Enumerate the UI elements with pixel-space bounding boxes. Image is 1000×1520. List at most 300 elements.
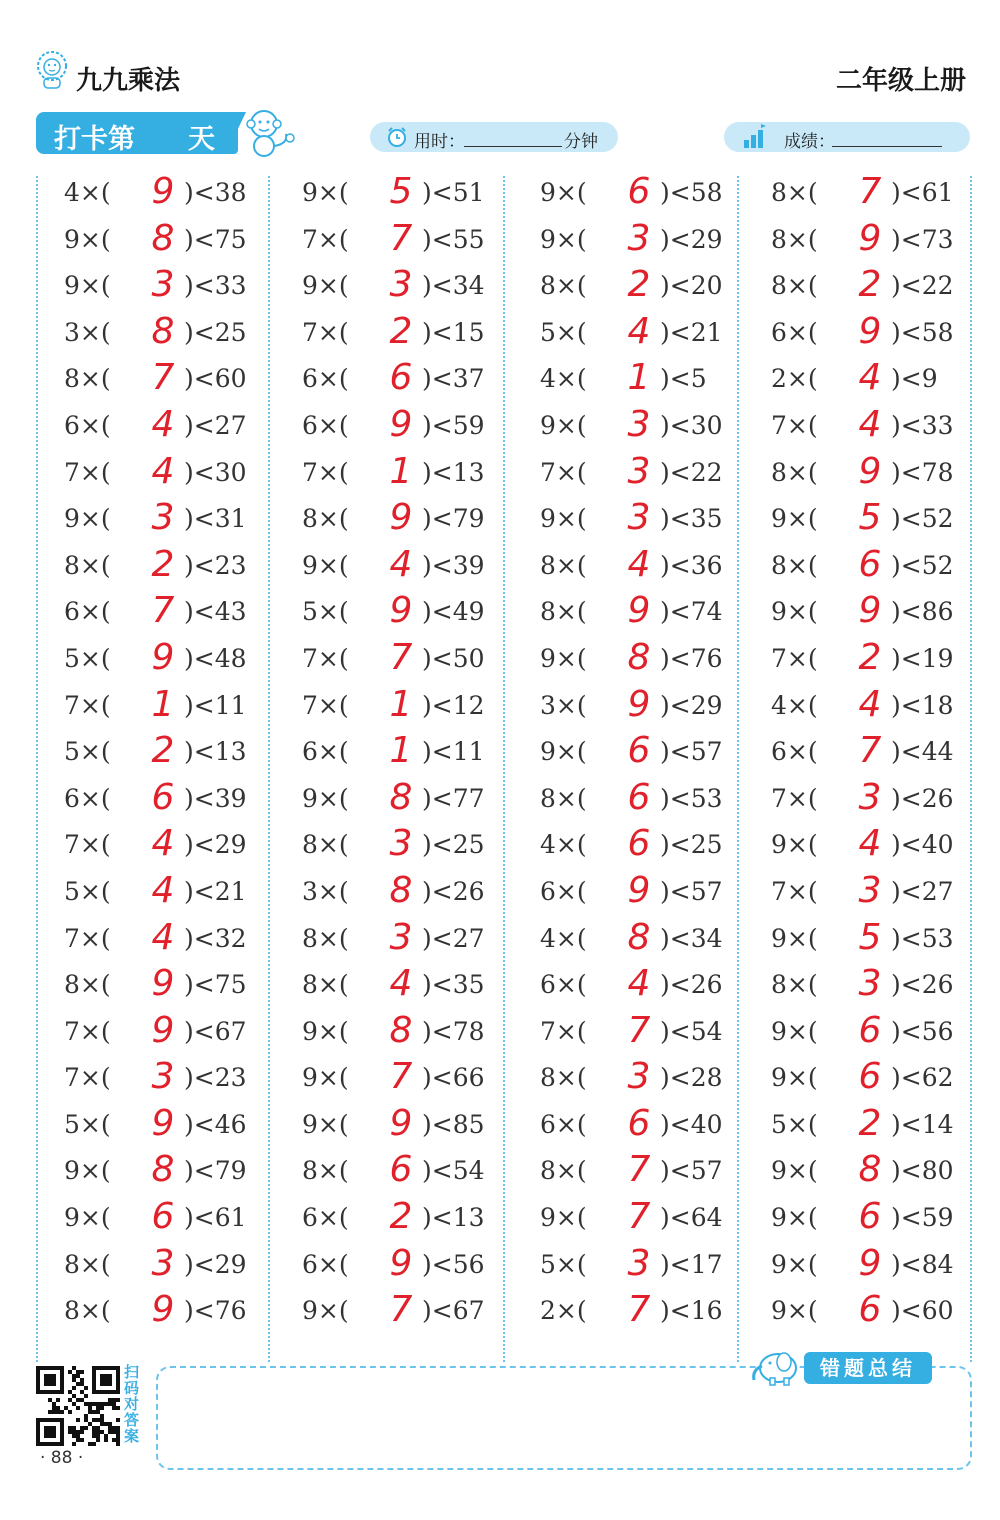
problem-multiplier: 9×( xyxy=(771,597,818,627)
handwritten-answer[interactable]: 7 xyxy=(858,171,882,212)
problem-row xyxy=(540,683,770,730)
problem-limit: )<79 xyxy=(184,1156,247,1186)
problem-limit: )<54 xyxy=(660,1016,723,1046)
time-field xyxy=(370,122,618,152)
problem-row xyxy=(302,916,532,963)
problem-multiplier: 5×( xyxy=(302,597,349,627)
problem-multiplier: 9×( xyxy=(771,504,818,534)
problem-limit: )<27 xyxy=(184,410,247,440)
problem-limit: )<40 xyxy=(660,1109,723,1139)
handwritten-answer[interactable]: 1 xyxy=(389,730,413,772)
book-title: 九九乘法 xyxy=(76,66,181,96)
problem-multiplier: 7×( xyxy=(771,643,818,673)
handwritten-answer[interactable]: 4 xyxy=(627,963,651,1005)
problem-row xyxy=(771,1102,1000,1149)
problem-limit: )<56 xyxy=(891,1016,954,1046)
problem-multiplier: 7×( xyxy=(64,923,111,953)
handwritten-answer[interactable]: 7 xyxy=(389,1056,413,1098)
handwritten-answer[interactable]: 4 xyxy=(858,357,882,399)
problem-limit: )<11 xyxy=(184,690,247,720)
problem-multiplier: 2×( xyxy=(771,364,818,394)
problem-limit: )<27 xyxy=(422,923,485,953)
problem-limit: )<48 xyxy=(184,643,247,673)
problem-row xyxy=(771,636,1000,683)
handwritten-answer[interactable]: 5 xyxy=(858,497,882,539)
handwritten-answer[interactable]: 9 xyxy=(151,1102,175,1144)
problem-row xyxy=(64,310,294,357)
clock-icon xyxy=(386,126,408,148)
handwritten-answer[interactable]: 3 xyxy=(151,264,175,306)
handwritten-answer[interactable]: 2 xyxy=(151,543,175,585)
problem-limit: )<84 xyxy=(891,1249,954,1279)
problem-row xyxy=(64,543,294,590)
problem-multiplier: 9×( xyxy=(64,271,111,301)
problem-multiplier: 9×( xyxy=(540,504,587,534)
handwritten-answer[interactable]: 9 xyxy=(389,590,413,632)
problem-limit: )<26 xyxy=(891,783,954,813)
problem-multiplier: 9×( xyxy=(64,1156,111,1186)
problem-row xyxy=(771,729,1000,776)
problem-row xyxy=(771,263,1000,310)
problem-multiplier: 9×( xyxy=(771,923,818,953)
handwritten-answer[interactable]: 9 xyxy=(858,310,882,352)
handwritten-answer[interactable]: 2 xyxy=(858,264,882,306)
problem-multiplier: 8×( xyxy=(771,178,818,207)
problem-limit: )<61 xyxy=(184,1203,247,1233)
problem-limit: )<39 xyxy=(184,783,247,813)
handwritten-answer[interactable]: 4 xyxy=(389,963,413,1005)
handwritten-answer[interactable]: 4 xyxy=(627,310,651,352)
problem-multiplier: 8×( xyxy=(771,457,818,487)
problem-row xyxy=(540,403,770,450)
problem-limit: )<78 xyxy=(891,457,954,487)
problem-row xyxy=(540,776,770,823)
problem-limit: )<64 xyxy=(660,1203,723,1233)
problem-limit: )<29 xyxy=(184,1249,247,1279)
problem-limit: )<57 xyxy=(660,1156,723,1186)
problem-row xyxy=(302,543,532,590)
handwritten-answer[interactable]: 6 xyxy=(389,357,413,399)
problem-multiplier: 9×( xyxy=(302,1296,349,1326)
problem-row xyxy=(540,263,770,310)
handwritten-answer[interactable]: 3 xyxy=(151,1056,175,1098)
problem-multiplier: 9×( xyxy=(64,224,111,254)
problem-row xyxy=(771,403,1000,450)
handwritten-answer[interactable]: 3 xyxy=(389,264,413,306)
problem-limit: )<9 xyxy=(891,364,938,394)
problem-row xyxy=(64,589,294,636)
handwritten-answer[interactable]: 9 xyxy=(858,217,882,259)
problem-multiplier: 6×( xyxy=(771,317,818,347)
problem-limit: )<77 xyxy=(422,783,485,813)
problem-limit: )<35 xyxy=(660,504,723,534)
handwritten-answer[interactable]: 8 xyxy=(627,636,651,678)
handwritten-answer[interactable]: 4 xyxy=(858,683,882,725)
problem-limit: )<13 xyxy=(184,737,247,767)
problem-multiplier: 4×( xyxy=(540,364,587,394)
handwritten-answer[interactable]: 8 xyxy=(151,1149,175,1191)
problem-row xyxy=(540,1195,770,1242)
problem-row xyxy=(540,170,770,217)
problem-multiplier: 8×( xyxy=(302,970,349,1000)
problem-multiplier: 6×( xyxy=(64,783,111,813)
problem-multiplier: 7×( xyxy=(771,783,818,813)
checkin-prefix: 打卡第 xyxy=(54,124,135,155)
handwritten-answer[interactable]: 3 xyxy=(858,869,882,911)
problem-multiplier: 9×( xyxy=(64,504,111,534)
problem-multiplier: 9×( xyxy=(540,224,587,254)
problem-multiplier: 9×( xyxy=(771,1156,818,1186)
problem-multiplier: 7×( xyxy=(302,457,349,487)
grade-label: 二年级上册 xyxy=(835,66,966,96)
problem-row xyxy=(540,916,770,963)
handwritten-answer[interactable]: 3 xyxy=(627,403,651,445)
handwritten-answer[interactable]: 9 xyxy=(151,171,175,212)
problem-row xyxy=(771,822,1000,869)
handwritten-answer[interactable]: 7 xyxy=(627,1196,651,1238)
problem-limit: )<86 xyxy=(891,597,954,627)
problem-row xyxy=(64,1195,294,1242)
handwritten-answer[interactable]: 7 xyxy=(389,636,413,678)
problem-row xyxy=(771,1242,1000,1289)
problem-limit: )<44 xyxy=(891,737,954,767)
problem-limit: )<29 xyxy=(660,690,723,720)
problem-row xyxy=(64,450,294,497)
problem-multiplier: 8×( xyxy=(771,271,818,301)
problem-limit: )<74 xyxy=(660,597,723,627)
problem-limit: )<25 xyxy=(184,317,247,347)
handwritten-answer[interactable]: 5 xyxy=(858,916,882,958)
problem-row xyxy=(771,1148,1000,1195)
problem-multiplier: 9×( xyxy=(540,737,587,767)
handwritten-answer[interactable]: 9 xyxy=(858,590,882,632)
problem-limit: )<54 xyxy=(422,1156,485,1186)
handwritten-answer[interactable]: 4 xyxy=(151,403,175,445)
problem-multiplier: 9×( xyxy=(302,1109,349,1139)
handwritten-answer[interactable]: 1 xyxy=(389,450,413,492)
problem-row xyxy=(302,729,532,776)
checkin-suffix: 天 xyxy=(188,124,215,155)
problem-multiplier: 9×( xyxy=(771,1016,818,1046)
handwritten-answer[interactable]: 6 xyxy=(627,171,651,212)
problem-multiplier: 7×( xyxy=(771,876,818,906)
problem-row xyxy=(302,869,532,916)
problem-row xyxy=(64,1009,294,1056)
handwritten-answer[interactable]: 3 xyxy=(627,450,651,492)
problem-limit: )<11 xyxy=(422,737,485,767)
problem-multiplier: 6×( xyxy=(302,1249,349,1279)
handwritten-answer[interactable]: 4 xyxy=(389,543,413,585)
problem-multiplier: 5×( xyxy=(64,737,111,767)
handwritten-answer[interactable]: 8 xyxy=(627,916,651,958)
problem-limit: )<16 xyxy=(660,1296,723,1326)
handwritten-answer[interactable]: 3 xyxy=(858,963,882,1005)
problem-limit: )<29 xyxy=(184,830,247,860)
problem-multiplier: 8×( xyxy=(540,783,587,813)
problem-multiplier: 8×( xyxy=(302,923,349,953)
problem-limit: )<33 xyxy=(184,271,247,301)
handwritten-answer[interactable]: 3 xyxy=(389,916,413,958)
problem-multiplier: 5×( xyxy=(771,1109,818,1139)
handwritten-answer[interactable]: 5 xyxy=(389,171,413,212)
handwritten-answer[interactable]: 9 xyxy=(389,1242,413,1284)
handwritten-answer[interactable]: 9 xyxy=(151,963,175,1005)
problem-limit: )<13 xyxy=(422,1203,485,1233)
problem-multiplier: 7×( xyxy=(540,457,587,487)
problem-row xyxy=(64,636,294,683)
problem-row xyxy=(64,683,294,730)
handwritten-answer[interactable]: 2 xyxy=(858,636,882,678)
scan-answer-label: 扫码对答案 xyxy=(124,1363,140,1445)
handwritten-answer[interactable]: 3 xyxy=(858,776,882,818)
problem-limit: )<43 xyxy=(184,597,247,627)
problem-multiplier: 7×( xyxy=(64,1063,111,1093)
problem-limit: )<58 xyxy=(660,178,723,207)
problem-limit: )<52 xyxy=(891,504,954,534)
problem-row xyxy=(302,1288,532,1335)
handwritten-answer[interactable]: 9 xyxy=(151,1289,175,1331)
problem-multiplier: 5×( xyxy=(540,1249,587,1279)
handwritten-answer[interactable]: 8 xyxy=(389,869,413,911)
handwritten-answer[interactable]: 9 xyxy=(627,869,651,911)
problem-multiplier: 9×( xyxy=(302,783,349,813)
handwritten-answer[interactable]: 8 xyxy=(858,1149,882,1191)
handwritten-answer[interactable]: 9 xyxy=(151,636,175,678)
handwritten-answer[interactable]: 6 xyxy=(627,1102,651,1144)
handwritten-answer[interactable]: 2 xyxy=(389,1196,413,1238)
problem-row xyxy=(771,1288,1000,1335)
problem-limit: )<36 xyxy=(660,550,723,580)
handwritten-answer[interactable]: 7 xyxy=(627,1009,651,1051)
checkin-banner xyxy=(36,112,238,154)
handwritten-answer[interactable]: 1 xyxy=(151,683,175,725)
problem-limit: )<46 xyxy=(184,1109,247,1139)
problem-limit: )<13 xyxy=(422,457,485,487)
handwritten-answer[interactable]: 3 xyxy=(627,497,651,539)
problem-limit: )<14 xyxy=(891,1109,954,1139)
problem-multiplier: 8×( xyxy=(771,224,818,254)
time-input-line[interactable] xyxy=(464,128,562,147)
problem-limit: )<5 xyxy=(660,364,707,394)
handwritten-answer[interactable]: 3 xyxy=(151,1242,175,1284)
problem-row xyxy=(64,1148,294,1195)
problem-row xyxy=(302,170,532,217)
problem-limit: )<26 xyxy=(660,970,723,1000)
problem-multiplier: 6×( xyxy=(540,970,587,1000)
problem-limit: )<57 xyxy=(660,737,723,767)
handwritten-answer[interactable]: 9 xyxy=(151,1009,175,1051)
problem-multiplier: 6×( xyxy=(302,364,349,394)
handwritten-answer[interactable]: 9 xyxy=(389,403,413,445)
handwritten-answer[interactable]: 3 xyxy=(627,1242,651,1284)
handwritten-answer[interactable]: 9 xyxy=(627,590,651,632)
problem-limit: )<56 xyxy=(422,1249,485,1279)
score-label: 成绩： xyxy=(784,132,835,152)
problem-multiplier: 5×( xyxy=(64,876,111,906)
handwritten-answer[interactable]: 9 xyxy=(389,497,413,539)
handwritten-answer[interactable]: 8 xyxy=(389,1009,413,1051)
problem-limit: )<40 xyxy=(891,830,954,860)
problem-limit: )<34 xyxy=(660,923,723,953)
problem-multiplier: 8×( xyxy=(64,970,111,1000)
handwritten-answer[interactable]: 2 xyxy=(627,264,651,306)
problem-row xyxy=(302,1242,532,1289)
problem-limit: )<25 xyxy=(422,830,485,860)
handwritten-answer[interactable]: 9 xyxy=(627,683,651,725)
problem-row xyxy=(64,729,294,776)
handwritten-answer[interactable]: 4 xyxy=(151,916,175,958)
problem-limit: )<53 xyxy=(660,783,723,813)
handwritten-answer[interactable]: 6 xyxy=(858,1009,882,1051)
problem-limit: )<37 xyxy=(422,364,485,394)
problem-multiplier: 3×( xyxy=(540,690,587,720)
handwritten-answer[interactable]: 7 xyxy=(151,590,175,632)
handwritten-answer[interactable]: 2 xyxy=(151,730,175,772)
problem-limit: )<21 xyxy=(184,876,247,906)
handwritten-answer[interactable]: 6 xyxy=(389,1149,413,1191)
problem-row xyxy=(302,1055,532,1102)
problem-multiplier: 5×( xyxy=(64,643,111,673)
problem-limit: )<67 xyxy=(184,1016,247,1046)
problem-row xyxy=(771,170,1000,217)
problem-row xyxy=(540,1055,770,1102)
problem-row xyxy=(540,1148,770,1195)
problem-row xyxy=(64,916,294,963)
problem-row xyxy=(771,683,1000,730)
handwritten-answer[interactable]: 4 xyxy=(151,869,175,911)
handwritten-answer[interactable]: 1 xyxy=(389,683,413,725)
handwritten-answer[interactable]: 7 xyxy=(389,217,413,259)
handwritten-answer[interactable]: 6 xyxy=(151,776,175,818)
problem-row xyxy=(771,1195,1000,1242)
problem-row xyxy=(302,403,532,450)
problem-limit: )<85 xyxy=(422,1109,485,1139)
handwritten-answer[interactable]: 6 xyxy=(151,1196,175,1238)
handwritten-answer[interactable]: 6 xyxy=(627,776,651,818)
handwritten-answer[interactable]: 2 xyxy=(389,310,413,352)
handwritten-answer[interactable]: 9 xyxy=(389,1102,413,1144)
problem-row xyxy=(64,1102,294,1149)
problem-multiplier: 6×( xyxy=(302,410,349,440)
handwritten-answer[interactable]: 6 xyxy=(627,730,651,772)
handwritten-answer[interactable]: 7 xyxy=(389,1289,413,1331)
problem-column-4 xyxy=(771,170,1000,1335)
handwritten-answer[interactable]: 3 xyxy=(151,497,175,539)
problem-multiplier: 6×( xyxy=(64,597,111,627)
problem-multiplier: 6×( xyxy=(540,876,587,906)
problem-row xyxy=(302,1195,532,1242)
problem-multiplier: 8×( xyxy=(64,1249,111,1279)
handwritten-answer[interactable]: 9 xyxy=(858,1242,882,1284)
handwritten-answer[interactable]: 6 xyxy=(858,543,882,585)
problem-multiplier: 9×( xyxy=(540,1203,587,1233)
error-summary-title: 错题总结 xyxy=(804,1352,932,1384)
handwritten-answer[interactable]: 4 xyxy=(858,403,882,445)
problem-limit: )<19 xyxy=(891,643,954,673)
handwritten-answer[interactable]: 2 xyxy=(858,1102,882,1144)
problem-limit: )<53 xyxy=(891,923,954,953)
problem-row xyxy=(771,356,1000,403)
problem-limit: )<23 xyxy=(184,1063,247,1093)
problem-limit: )<55 xyxy=(422,224,485,254)
handwritten-answer[interactable]: 1 xyxy=(627,357,651,399)
problem-row xyxy=(540,869,770,916)
problem-row xyxy=(64,1242,294,1289)
problem-limit: )<39 xyxy=(422,550,485,580)
problem-row xyxy=(771,869,1000,916)
monkey-mascot-icon xyxy=(240,106,296,160)
score-input-line[interactable] xyxy=(832,128,942,147)
handwritten-answer[interactable]: 9 xyxy=(858,450,882,492)
handwritten-answer[interactable]: 7 xyxy=(627,1149,651,1191)
problem-row xyxy=(540,822,770,869)
handwritten-answer[interactable]: 6 xyxy=(627,823,651,865)
problem-row xyxy=(302,636,532,683)
problem-multiplier: 6×( xyxy=(64,410,111,440)
handwritten-answer[interactable]: 3 xyxy=(627,1056,651,1098)
problem-column-2 xyxy=(302,170,532,1335)
problem-row xyxy=(302,589,532,636)
problem-multiplier: 8×( xyxy=(64,1296,111,1326)
problem-multiplier: 9×( xyxy=(64,1203,111,1233)
problem-multiplier: 7×( xyxy=(64,690,111,720)
lion-mascot-icon xyxy=(34,50,70,90)
handwritten-answer[interactable]: 7 xyxy=(151,357,175,399)
handwritten-answer[interactable]: 6 xyxy=(858,1196,882,1238)
problem-multiplier: 8×( xyxy=(540,597,587,627)
problem-column-3 xyxy=(540,170,770,1335)
problem-row xyxy=(771,217,1000,264)
handwritten-answer[interactable]: 8 xyxy=(151,310,175,352)
problem-row xyxy=(771,450,1000,497)
handwritten-answer[interactable]: 4 xyxy=(627,543,651,585)
problem-multiplier: 9×( xyxy=(302,1063,349,1093)
handwritten-answer[interactable]: 4 xyxy=(858,823,882,865)
handwritten-answer[interactable]: 6 xyxy=(858,1056,882,1098)
problem-multiplier: 9×( xyxy=(302,178,349,207)
qr-code-icon xyxy=(36,1366,120,1446)
problem-row xyxy=(302,683,532,730)
problem-limit: )<15 xyxy=(422,317,485,347)
problem-multiplier: 9×( xyxy=(771,830,818,860)
handwritten-answer[interactable]: 8 xyxy=(389,776,413,818)
problem-limit: )<22 xyxy=(891,271,954,301)
problem-row xyxy=(302,776,532,823)
problem-limit: )<52 xyxy=(891,550,954,580)
handwritten-answer[interactable]: 7 xyxy=(858,730,882,772)
problem-limit: )<17 xyxy=(660,1249,723,1279)
handwritten-answer[interactable]: 3 xyxy=(627,217,651,259)
problem-multiplier: 9×( xyxy=(540,643,587,673)
problem-multiplier: 4×( xyxy=(540,830,587,860)
problem-row xyxy=(771,310,1000,357)
problem-row xyxy=(540,450,770,497)
problem-multiplier: 6×( xyxy=(302,1203,349,1233)
problem-limit: )<76 xyxy=(184,1296,247,1326)
handwritten-answer[interactable]: 8 xyxy=(151,217,175,259)
problem-row xyxy=(540,589,770,636)
problem-multiplier: 8×( xyxy=(64,364,111,394)
problem-row xyxy=(302,1009,532,1056)
problem-limit: )<78 xyxy=(422,1016,485,1046)
handwritten-answer[interactable]: 7 xyxy=(627,1289,651,1331)
handwritten-answer[interactable]: 6 xyxy=(858,1289,882,1331)
handwritten-answer[interactable]: 3 xyxy=(389,823,413,865)
handwritten-answer[interactable]: 4 xyxy=(151,450,175,492)
problem-row xyxy=(771,916,1000,963)
problem-limit: )<59 xyxy=(891,1203,954,1233)
handwritten-answer[interactable]: 4 xyxy=(151,823,175,865)
